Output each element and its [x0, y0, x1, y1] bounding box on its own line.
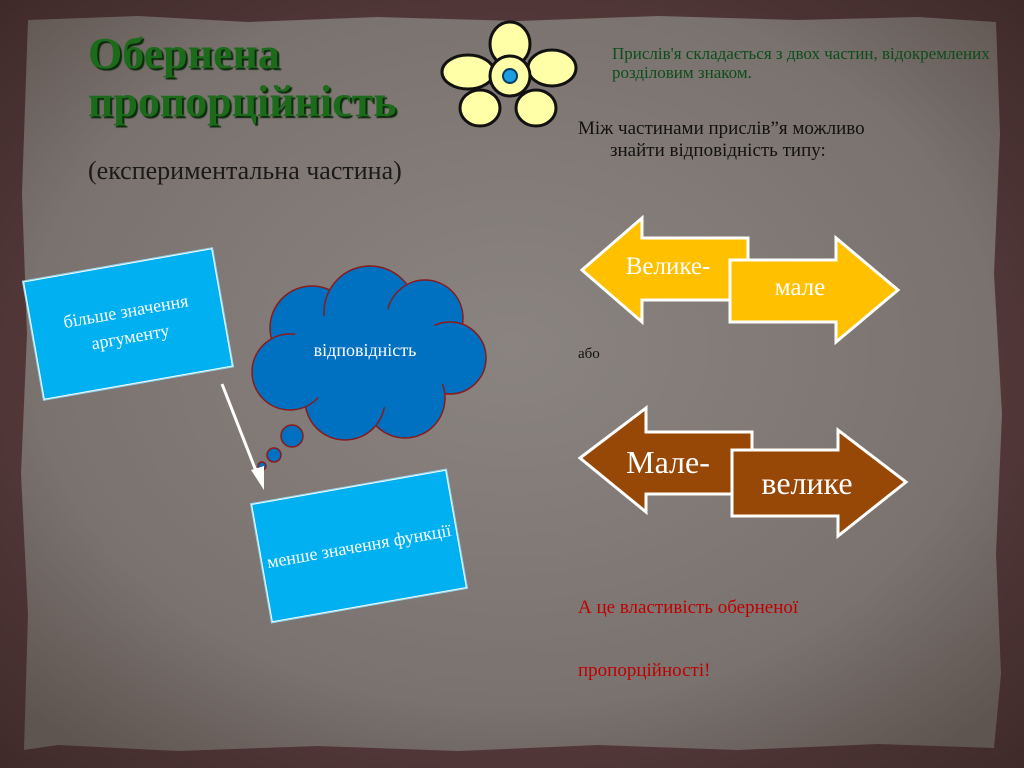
- thought-cloud: [252, 266, 486, 470]
- conclusion-line1: А це властивість оберненої: [578, 597, 799, 618]
- cloud-label: відповідність: [313, 340, 417, 360]
- arrow-label-pair1-right: мале: [774, 274, 826, 301]
- relation-arrow: [222, 384, 264, 490]
- function-box: менше значення функції: [251, 470, 467, 623]
- correspondence-note-line1: Між частинами прислів”я можливо: [578, 118, 865, 139]
- argument-box: більше значення аргументу: [23, 248, 233, 400]
- arrow-label-pair1-left: Велике-: [625, 253, 711, 280]
- proverb-note: Прислів'я складається з двох частин, відокремлених розділовим знаком.: [612, 44, 990, 82]
- page-subtitle: (експериментальна частина): [88, 156, 402, 185]
- arrow-label-pair2-left: Мале-: [626, 444, 710, 480]
- correspondence-note-line2: знайти відповідність типу:: [610, 140, 826, 161]
- conclusion-line2: пропорційності!: [578, 660, 711, 681]
- page-title: Обернена пропорційність: [88, 29, 397, 126]
- arrow-label-pair2-right: велике: [761, 465, 853, 501]
- or-label: або: [578, 346, 600, 362]
